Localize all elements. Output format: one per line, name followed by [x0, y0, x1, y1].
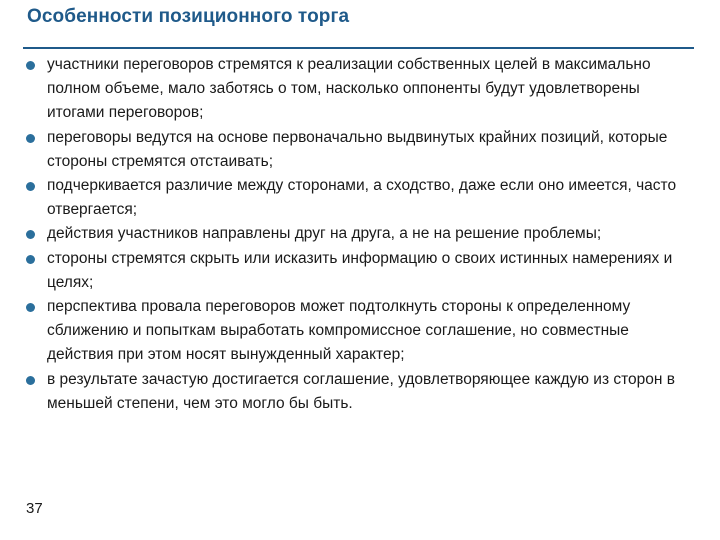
bullet-list [24, 53, 692, 416]
bullet-text: действия участников направлены друг на друга, а не на решение проблемы; [47, 225, 602, 243]
list-item [24, 174, 692, 222]
page-number: 37 [26, 500, 43, 517]
list-item [24, 295, 692, 368]
bullet-text: перспектива провала переговоров может подтолкнуть стороны к определенному сближению и попыткам выработать компромиссное соглашение, но совместные действия при этом носят вынужденный характер; [47, 298, 631, 364]
list-item [24, 126, 692, 174]
bullet-text: стороны стремятся скрыть или исказить информацию о своих истинных намерениях и целях; [47, 249, 673, 291]
bullet-icon [26, 376, 35, 385]
bullet-icon [26, 182, 35, 191]
list-item [24, 222, 692, 246]
bullet-icon [26, 255, 35, 264]
bullet-icon [26, 230, 35, 239]
list-item [24, 53, 692, 126]
bullet-icon [26, 134, 35, 143]
title-divider [23, 47, 694, 49]
bullet-icon [26, 61, 35, 70]
bullet-text: участники переговоров стремятся к реализации собственных целей в максимально полном объеме, мало заботясь о том, насколько оппоненты будут удовлетворены итогами переговоров; [47, 56, 651, 122]
bullet-text: подчеркивается различие между сторонами, а сходство, даже если оно имеется, часто отвергается; [47, 177, 677, 219]
bullet-text: в результате зачастую достигается соглашение, удовлетворяющее каждую из сторон в меньшей степени, чем это могло бы быть. [47, 370, 675, 412]
list-item [24, 247, 692, 295]
list-item [24, 368, 692, 416]
bullet-text: переговоры ведутся на основе первоначально выдвинутых крайних позиций, которые стороны стремятся отстаивать; [47, 128, 668, 170]
bullet-icon [26, 303, 35, 312]
slide-title: Особенности позиционного торга [27, 6, 350, 27]
